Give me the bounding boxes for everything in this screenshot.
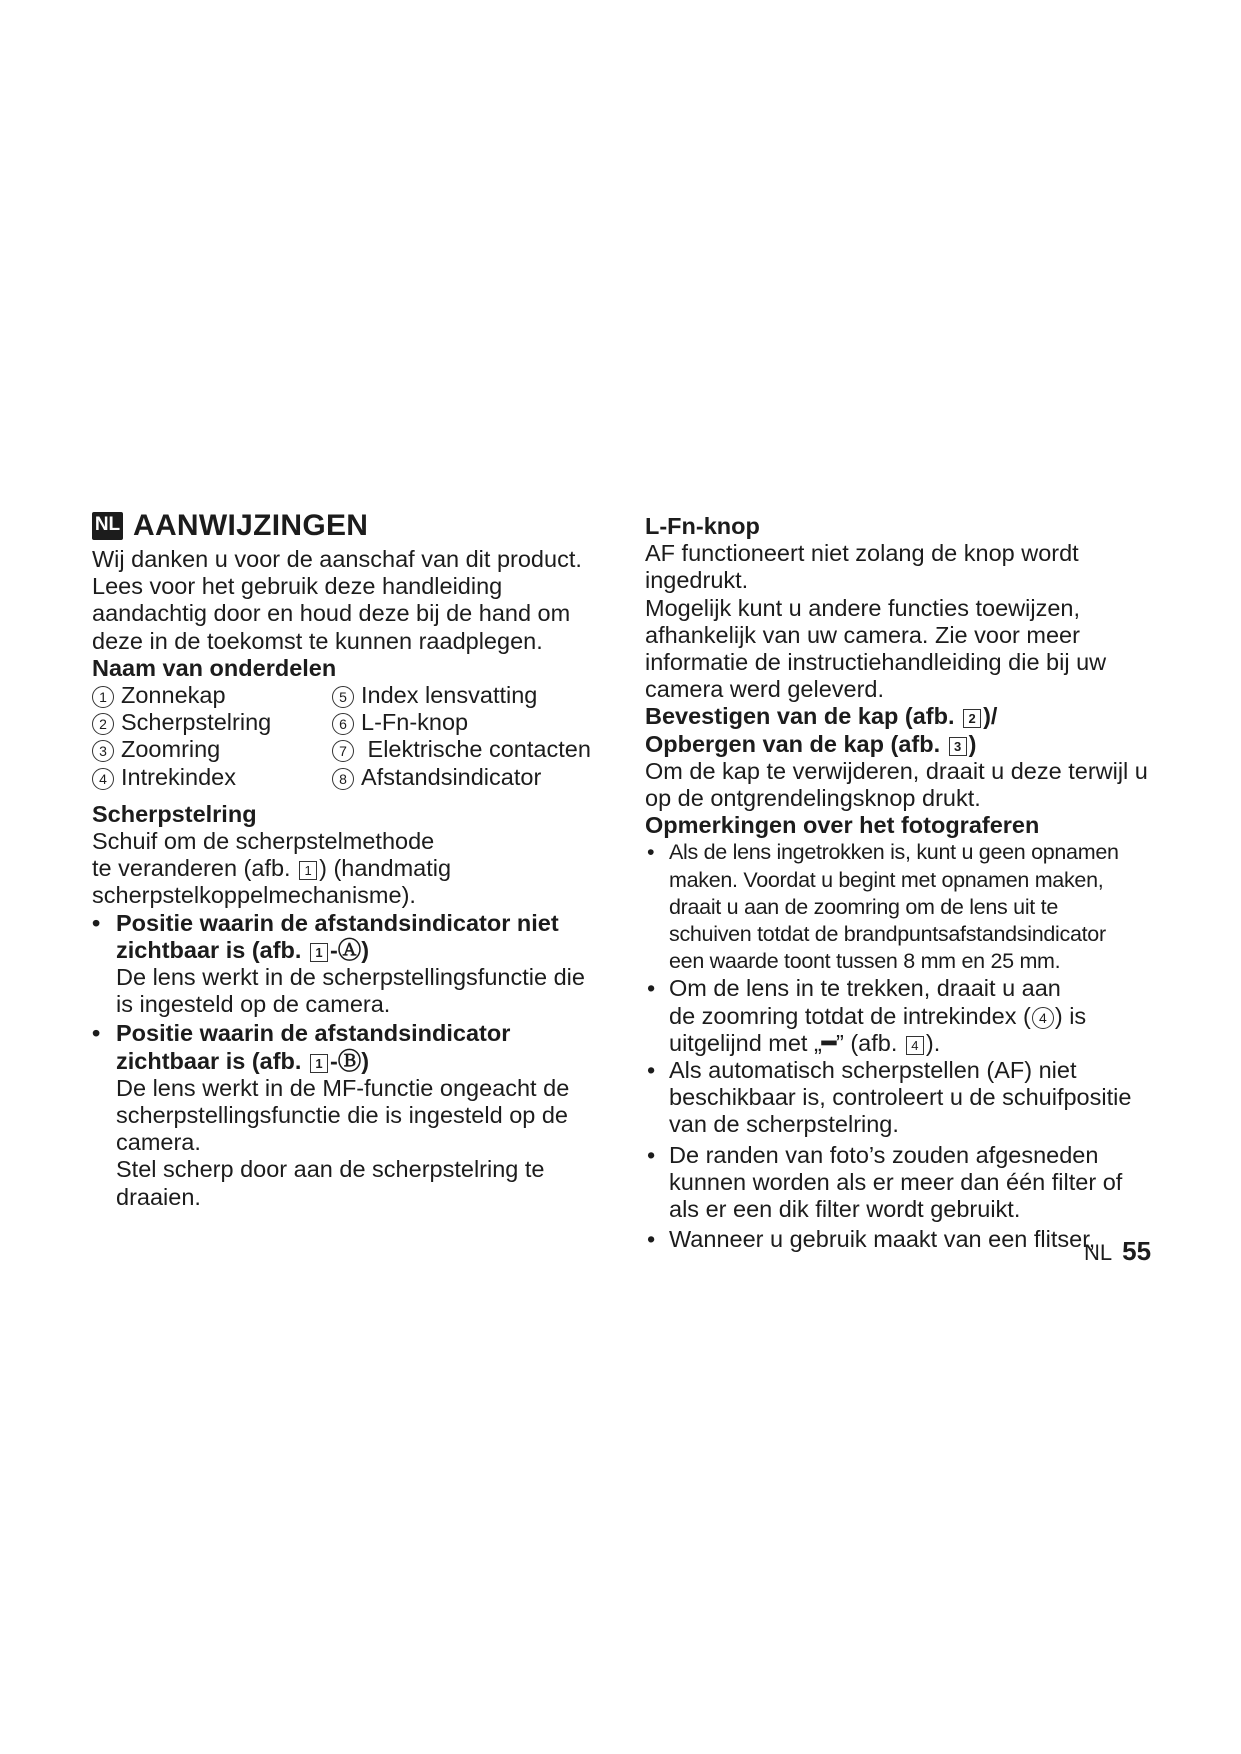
part-item: 6 L-Fn-knop [332,709,592,736]
lfn-heading: L-Fn-knop [645,513,760,539]
part-item: 5 Index lensvatting [332,682,592,709]
notes-heading: Opmerkingen over het fotograferen [645,812,1040,839]
page-number: 55 [1122,1236,1152,1266]
page-footer [1084,1236,1151,1267]
intro-paragraph: Wij danken u voor de aanschaf van dit product. Lees voor het gebruik deze handleiding aandachtig door en houd deze bij de hand om deze in de toekomst te kunnen raadplegen. [92,546,582,654]
parts-heading: Naam van onderdelen [92,654,337,681]
focus-ring-heading: Scherpstelring [92,800,257,827]
note-item: • Als de lens ingetrokken is, kunt u geen opnamen maken. Voordat u begint met opnamen maken, draait u aan de zoomring om de lens uit te schuiven totdat de brandpuntsafstandsindicator een waarde toont tussen 8 mm en 25 mm. [647,840,1119,974]
lfn-text: AF functioneert niet zolang de knop wordt ingedrukt. Mogelijk kunt u andere functies toewijzen, afhankelijk van uw camera. Zie voor meer informatie de instructiehandleiding die bij uw camera werd geleverd. [645,540,1107,703]
part-item: 4 Intrekindex [92,764,332,791]
footer-language: NL [1084,1240,1113,1265]
language-badge: NL [92,512,123,540]
note-item: • De randen van foto’s zouden afgesneden kunnen worden als er meer dan één filter of als er een dik filter wordt gebruikt. [647,1141,1123,1223]
note-item: • Als automatisch scherpstellen (AF) niet beschikbaar is, controleert u de schuifpositie van de scherpstelring. [647,1057,1132,1138]
cap-heading: Bevestigen van de kap (afb. 2 )/ Opbergen van de kap (afb. 3 ) [645,703,998,757]
part-item: 1 Zonnekap [92,682,332,709]
right-column [645,513,1165,1253]
left-column [92,509,612,1211]
bullet-visible-indicator: • Positie waarin de afstandsindicator zichtbaar is (afb. 1 -Ⓑ) De lens werkt in de MF-functie ongeacht de scherpstellingsfunctie die is ingesteld op de camera. Stel scherp door aan de scherpstelring te draaien. [92,1020,570,1210]
part-item: 2 Scherpstelring [92,709,332,736]
cap-text: Om de kap te verwijderen, draait u deze terwijl u op de ontgrendelingsknop drukt. [645,757,1148,812]
page-title: AANWIJZINGEN [133,509,369,543]
note-item: • Om de lens in te trekken, draait u aan de zoomring totdat de intrekindex ( 4 ) is uitgelijnd met „━” (afb. 4 ). [647,975,1087,1056]
parts-list [92,682,612,791]
part-item: 3 Zoomring [92,736,332,763]
section-header [92,509,612,543]
figure-ref-1: 1 [299,861,317,880]
focus-ring-text: Schuif om de scherpstelmethode te veranderen (afb. 1 ) (handmatig scherpstelkoppelmechanisme). [92,828,452,909]
bullet-hidden-indicator: • Positie waarin de afstandsindicator niet zichtbaar is (afb. 1 -Ⓐ) De lens werkt in de scherpstellingsfunctie die is ingesteld op de camera. [92,909,585,1018]
part-item: 7 Elektrische contacten [332,736,592,763]
part-item: 8 Afstandsindicator [332,764,592,791]
note-item: • Wanneer u gebruik maakt van een flitser, [647,1226,1096,1253]
